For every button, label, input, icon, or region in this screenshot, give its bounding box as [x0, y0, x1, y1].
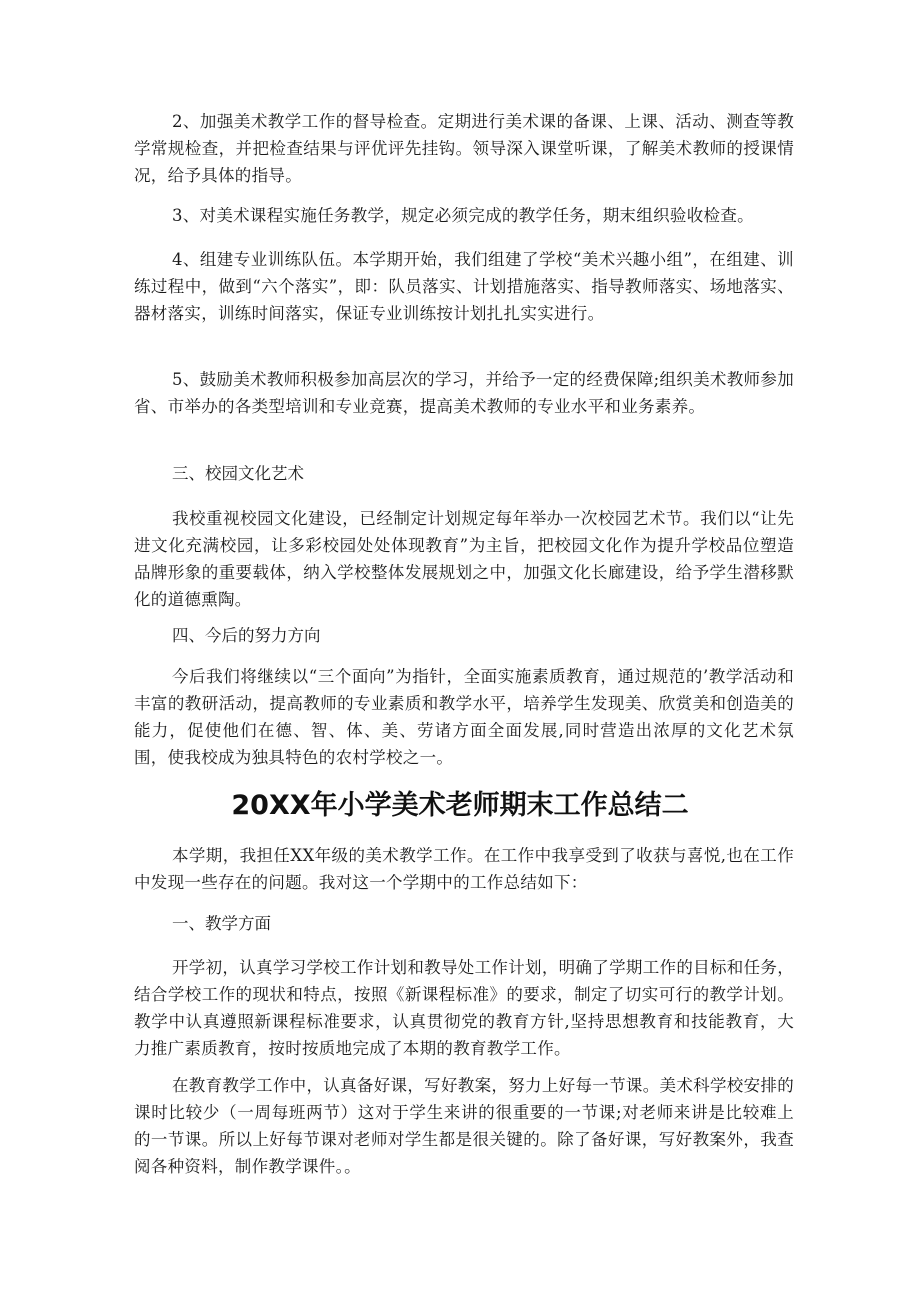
- document-title: 20XX年小学美术老师期末工作总结二: [231, 790, 689, 821]
- heading-teaching-aspect: 一、教学方面: [172, 914, 271, 933]
- paragraph-lesson-preparation: 在教育教学工作中，认真备好课，写好教案，努力上好每一节课。美术科学校安排的课时比较少（一周每班两节）这对于学生来讲的很重要的一节课;对老师来讲是比较难上的一节课。所以上好每节课对老师对学生都是很关键的。除了备好课，写好教案外，我查阅各种资料，制作教学课件。。: [134, 1076, 794, 1176]
- paragraph-teaching-plan: 开学初，认真学习学校工作计划和教导处工作计划，明确了学期工作的目标和任务，结合学校工作的现状和特点，按照《新课程标准》的要求，制定了切实可行的教学计划。教学中认真遵照新课程标准要求，认真贯彻党的教育方针,坚持思想教育和技能教育，大力推广素质教育，按时按质地完成了本期的教育教学工作。: [134, 958, 794, 1058]
- paragraph-task-teaching: 3、对美术课程实施任务教学，规定必须完成的教学任务，期末组织验收检查。: [171, 206, 754, 225]
- paragraph-supervision: 2、加强美术教学工作的督导检查。定期进行美术课的备课、上课、活动、测查等教学常规检查，并把检查结果与评优评先挂钩。领导深入课堂听课，了解美术教师的授课情况，给予具体的指导。: [134, 112, 794, 185]
- heading-future-direction: 四、今后的努力方向: [172, 626, 321, 645]
- paragraph-future-direction: 今后我们将继续以“三个面向”为指针，全面实施素质教育，通过规范的’教学活动和丰富的教研活动，提高教师的专业素质和教学水平，培养学生发现美、欣赏美和创造美的能力，促使他们在德、智、体、美、劳诸方面全面发展,同时营造出浓厚的文化艺术氛围，使我校成为独具特色的农村学校之一。: [134, 667, 794, 767]
- paragraph-training-team: 4、组建专业训练队伍。本学期开始，我们组建了学校“美术兴趣小组”，在组建、训练过程中，做到“六个落实”，即：队员落实、计划措施落实、指导教师落实、场地落实、器材落实，训练时间落实，保证专业训练按计划扎扎实实进行。: [134, 250, 794, 323]
- paragraph-teacher-development: 5、鼓励美术教师积极参加高层次的学习，并给予一定的经费保障;组织美术教师参加省、市举办的各类型培训和专业竞赛，提高美术教师的专业水平和业务素养。: [134, 370, 794, 416]
- paragraph-campus-culture: 我校重视校园文化建设，已经制定计划规定每年举办一次校园艺术节。我们以“让先进文化充满校园，让多彩校园处处体现教育”为主旨，把校园文化作为提升学校品位塑造品牌形象的重要载体，纳入学校整体发展规划之中，加强文化长廊建设，给予学生潜移默化的道德熏陶。: [134, 509, 794, 609]
- heading-campus-culture: 三、校园文化艺术: [172, 464, 304, 483]
- paragraph-intro: 本学期，我担任XX年级的美术教学工作。在工作中我享受到了收获与喜悦,也在工作中发现一些存在的问题。我对这一个学期中的工作总结如下：: [134, 846, 794, 892]
